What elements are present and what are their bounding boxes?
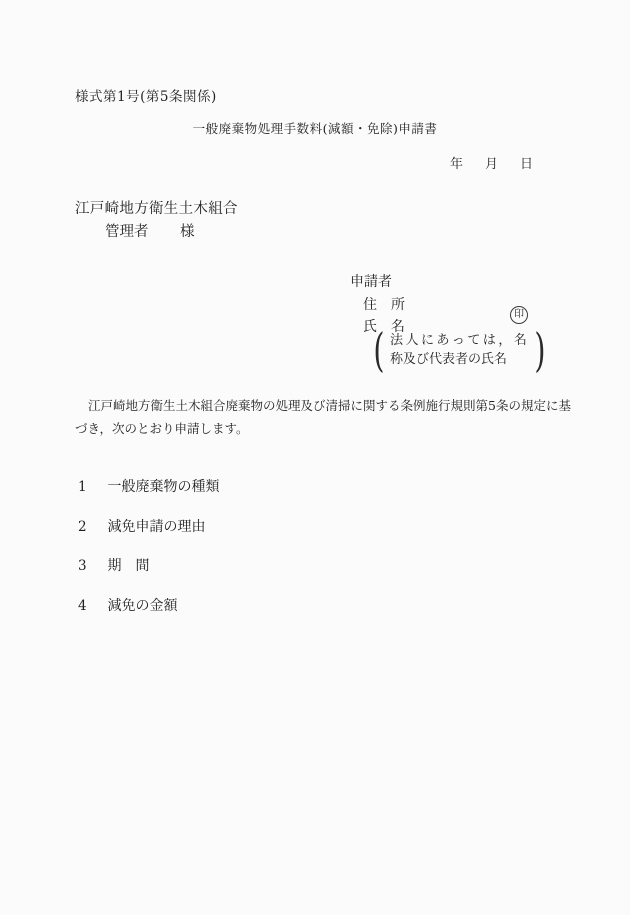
date-month-label: 月 bbox=[485, 157, 499, 172]
body-paragraph-line2: づき，次のとおり申請します。 bbox=[75, 421, 249, 436]
list-item-number: 1 bbox=[78, 479, 87, 495]
date-line bbox=[450, 153, 533, 172]
body-paragraph bbox=[75, 394, 571, 440]
corporate-note bbox=[370, 323, 549, 377]
applicant-address-label: 住 所 bbox=[363, 297, 405, 313]
corporate-note-lines bbox=[388, 331, 531, 369]
list-item-waste-type bbox=[78, 476, 219, 496]
list-item-number: 2 bbox=[78, 519, 87, 535]
date-day-label: 日 bbox=[520, 157, 534, 172]
list-item-label: 減免申請の理由 bbox=[107, 519, 206, 535]
seal-mark-icon bbox=[510, 306, 528, 324]
document-title: 一般廃棄物処理手数料(減額・免除)申請書 bbox=[192, 121, 438, 136]
list-item-number: 4 bbox=[78, 598, 87, 614]
seal-mark-text: 印 bbox=[514, 309, 524, 320]
applicant-name-label: 氏 名 bbox=[363, 319, 405, 335]
list-item-period bbox=[78, 555, 149, 575]
addressee-organization: 江戸崎地方衛生土木組合 bbox=[75, 201, 238, 217]
list-item-amount bbox=[78, 595, 177, 615]
addressee-honorific: 様 bbox=[180, 224, 195, 240]
applicant-label: 申請者 bbox=[350, 274, 392, 290]
list-item-label: 期 間 bbox=[107, 558, 150, 574]
corporate-note-line1: 法人にあっては，名 bbox=[389, 333, 530, 348]
body-paragraph-line1: 江戸崎地方衛生土木組合廃棄物の処理及び清掃に関する条例施行規則第5条の規定に基 bbox=[88, 398, 571, 413]
addressee-role: 管理者 bbox=[105, 224, 149, 240]
form-number-label: 様式第1号(第5条関係) bbox=[75, 89, 217, 105]
list-item-label: 減免の金額 bbox=[107, 598, 178, 614]
open-paren: ( bbox=[373, 323, 385, 377]
list-item-label: 一般廃棄物の種類 bbox=[107, 479, 220, 495]
list-item-number: 3 bbox=[78, 558, 87, 574]
date-year-label: 年 bbox=[450, 157, 464, 172]
list-item-reason bbox=[78, 516, 205, 536]
corporate-note-line2: 称及び代表者の氏名 bbox=[389, 352, 507, 367]
close-paren: ) bbox=[534, 323, 546, 377]
